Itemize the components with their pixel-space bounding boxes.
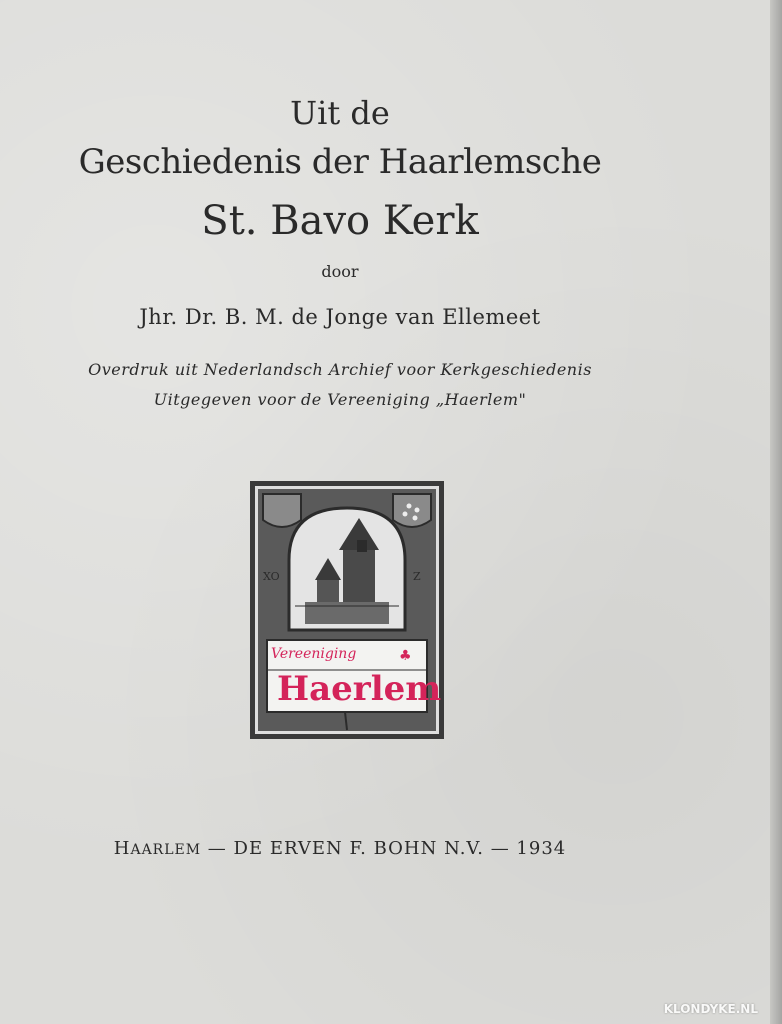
subtitle-line-1: Overdruk uit Nederlandsch Archief voor Kerkgeschiedenis xyxy=(88,360,592,379)
subtitle-line-2: Uitgegeven voor de Vereeniging „Haerlem" xyxy=(153,390,527,409)
society-emblem-icon xyxy=(249,480,445,740)
imprint-city-rest: AARLEM xyxy=(130,842,202,858)
emblem-banner-main: Haerlem xyxy=(277,669,442,709)
by-label: door xyxy=(321,262,359,281)
title-line-3: St. Bavo Kerk xyxy=(201,198,479,244)
imprint-rest: — DE ERVEN F. BOHN N.V. — 1934 xyxy=(201,838,567,859)
author-name: Jhr. Dr. B. M. de Jonge van Ellemeet xyxy=(139,305,541,329)
imprint-city-initial: H xyxy=(113,838,131,859)
publisher-imprint xyxy=(0,838,680,859)
page-edge xyxy=(770,0,782,1024)
svg-text:♣: ♣ xyxy=(399,648,412,664)
title-line-1: Uit de xyxy=(290,94,390,132)
emblem-banner-top: Vereeniging xyxy=(271,646,357,662)
watermark: KLONDYKE.NL xyxy=(663,1002,758,1016)
svg-text:Z: Z xyxy=(413,570,421,583)
title-line-2: Geschiedenis der Haarlemsche xyxy=(78,142,602,182)
svg-text:XO: XO xyxy=(263,570,280,583)
